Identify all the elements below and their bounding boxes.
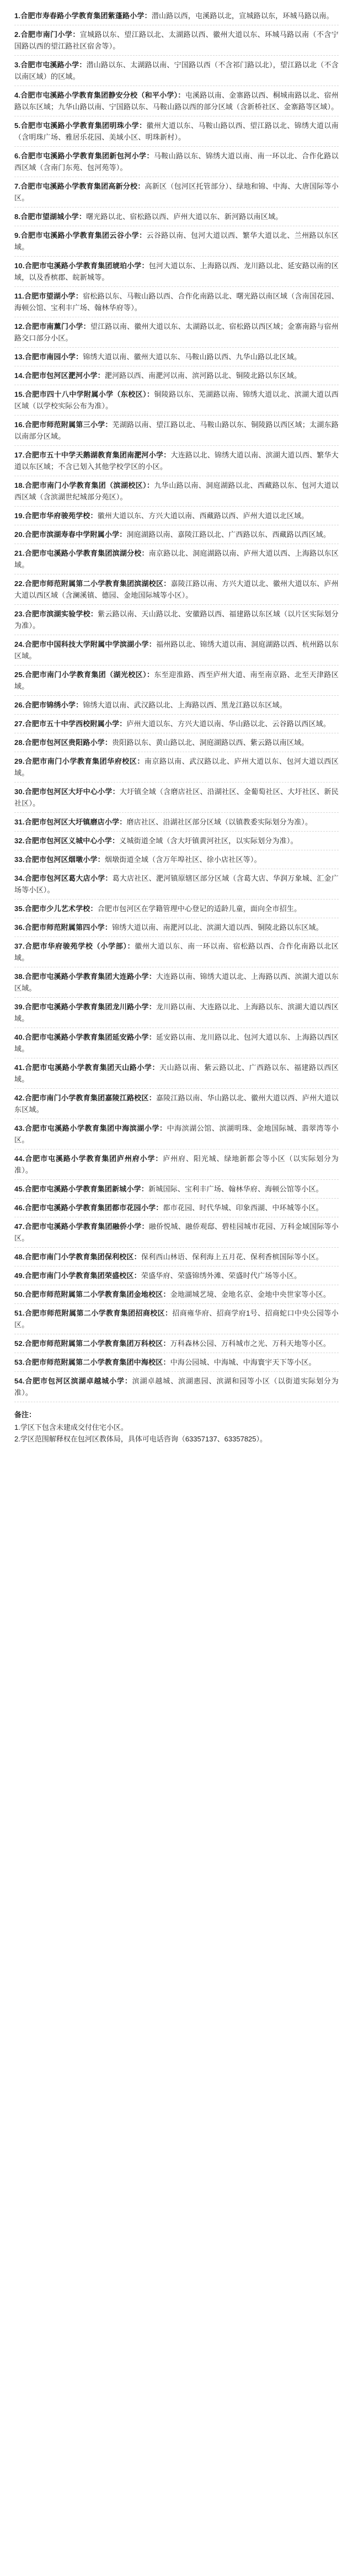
entry-school-name: 合肥市四十八中学附属小学（东校区）： xyxy=(24,390,154,398)
entry-divider xyxy=(14,936,339,937)
district-entry xyxy=(14,260,339,290)
district-entry xyxy=(14,854,339,872)
entry-school-name: 合肥市师范附属第二小学教育集团万科校区： xyxy=(24,1339,170,1348)
entry-number: 50. xyxy=(14,1290,25,1298)
entry-boundary-text: 保利西山林语、保利海上五月花、保利香槟国际等小区。 xyxy=(141,1253,323,1261)
entry-boundary-text: 龙川路以南、大连路以北、上海路以东、滨湖大道以西区域。 xyxy=(14,1003,339,1023)
district-entry xyxy=(14,1270,339,1289)
entry-school-name: 合肥市屯溪路小学教育集团庐州府小学： xyxy=(24,1154,163,1163)
entry-school-name: 合肥市师范附属第三小学： xyxy=(24,421,113,429)
entry-school-name: 合肥市师范附属第二小学教育集团金地校区： xyxy=(24,1290,170,1298)
entry-school-name: 合肥市屯溪路小学教育集团大连路小学： xyxy=(24,972,157,981)
entry-number: 14. xyxy=(14,371,25,380)
entry-number: 34. xyxy=(14,874,25,882)
entry-school-name: 合肥市南门小学教育集团荣盛校区： xyxy=(24,1271,141,1280)
entry-school-name: 合肥市五十中学西校附属小学： xyxy=(24,720,127,728)
entry-boundary-text: 徽州大道以东、南一环以南、宿松路以西、合作化南路以北区域。 xyxy=(14,942,339,962)
entry-number: 22. xyxy=(14,579,25,588)
district-entry xyxy=(14,1251,339,1270)
district-entry xyxy=(14,351,339,370)
entry-number: 7. xyxy=(14,182,21,190)
entry-number: 39. xyxy=(14,1003,25,1011)
entry-number: 3. xyxy=(14,61,21,69)
entry-number: 44. xyxy=(14,1154,25,1163)
entry-divider xyxy=(14,286,339,287)
entry-school-name: 合肥市包河区大圩中心小学： xyxy=(24,787,120,796)
entry-school-name: 合肥市屯溪路小学教育集团新城小学： xyxy=(24,1185,149,1193)
entry-boundary-text: 都市花园、时代华城、印象西湖、中环城等小区。 xyxy=(163,1204,323,1212)
district-entry xyxy=(14,321,339,351)
entry-school-name: 合肥市中国科技大学附属中学滨湖小学： xyxy=(24,640,157,648)
entry-number: 52. xyxy=(14,1339,25,1348)
district-entry xyxy=(14,922,339,940)
district-entry xyxy=(14,755,339,786)
district-entry xyxy=(14,180,339,211)
district-entry xyxy=(14,718,339,737)
entry-number: 5. xyxy=(14,121,21,130)
entry-school-name: 合肥市屯溪路小学教育集团云谷小学： xyxy=(20,231,147,239)
entry-boundary-text: 徽州大道以东、方兴大道以南、西藏路以西、庐州大道以北区域。 xyxy=(97,512,309,520)
entry-number: 30. xyxy=(14,787,25,796)
entry-school-name: 合肥市滨湖实验学校： xyxy=(24,610,98,618)
entry-school-name: 合肥市屯溪路小学教育集团延安路小学： xyxy=(24,1033,157,1041)
entry-school-name: 合肥市南门小学教育集团（湖光校区）： xyxy=(24,670,154,679)
entry-school-name: 合肥市屯溪路小学教育集团新包河小学： xyxy=(20,152,154,160)
entry-school-name: 合肥市包河区葛大店小学： xyxy=(24,874,113,882)
district-entry xyxy=(14,547,339,578)
entry-number: 36. xyxy=(14,923,25,932)
entry-boundary-text: 淝河路以西、南淝河以南、滨河路以北、铜陵北路以东区域。 xyxy=(104,371,302,380)
entry-divider xyxy=(14,831,339,832)
entry-school-name: 合肥市包河区滨湖卓越城小学： xyxy=(24,1377,132,1385)
district-entry xyxy=(14,699,339,718)
entry-number: 9. xyxy=(14,231,21,239)
entry-divider xyxy=(14,665,339,666)
entry-school-name: 合肥市包河区淝河小学： xyxy=(24,371,105,380)
district-entry xyxy=(14,1221,339,1251)
entry-boundary-text: 马鞍山路以东、锦绣大道以南、南一环以北、合作化路以西区域（含南门东苑、包河苑等）。 xyxy=(14,152,339,172)
entry-school-name: 合肥市屯溪路小学教育集团静安分校（和平小学）： xyxy=(20,91,185,99)
entry-number: 15. xyxy=(14,390,25,398)
entry-school-name: 合肥市南门小学： xyxy=(20,30,80,39)
district-entry xyxy=(14,370,339,388)
district-entry xyxy=(14,150,339,180)
entry-school-name: 合肥市少儿艺术学校： xyxy=(24,904,98,913)
entry-boundary-text: 义城街道全域（含大圩镇黄河社区，以实际划分为准）。 xyxy=(119,837,298,845)
entry-boundary-text: 金地湖城艺境、金地名京、金地中央世家等小区。 xyxy=(170,1290,331,1298)
entry-boundary-text: 曙光路以北、宿松路以西、庐州大道以东、新河路以南区域。 xyxy=(86,212,283,221)
entry-school-name: 合肥市包河区烟墩小学： xyxy=(24,855,105,864)
district-entry xyxy=(14,211,339,230)
entry-number: 35. xyxy=(14,904,25,913)
entry-number: 24. xyxy=(14,640,25,648)
entry-school-name: 合肥市屯溪路小学教育集团天山路小学： xyxy=(24,1063,160,1072)
notes-section xyxy=(14,1409,339,1445)
district-entry xyxy=(14,1289,339,1307)
entry-divider xyxy=(14,146,339,147)
entry-school-name: 合肥市屯溪路小学教育集团明珠小学： xyxy=(20,121,147,130)
entry-boundary-text: 嘉陵江路以南、华山路以北、徽州大道以西、庐州大道以东区域。 xyxy=(14,1094,339,1114)
entry-school-name: 合肥市包河区贵阳路小学： xyxy=(24,738,113,747)
district-entry xyxy=(14,419,339,449)
district-entry xyxy=(14,1375,339,1406)
district-entry xyxy=(14,1153,339,1183)
district-entry xyxy=(14,1356,339,1375)
entry-number: 54. xyxy=(14,1377,25,1385)
district-entry xyxy=(14,89,339,120)
entry-boundary-text: 烟墩街道全域（含万年埠社区、徐小店社区等）。 xyxy=(104,855,261,864)
district-entry xyxy=(14,290,339,321)
entry-boundary-text: 南京路以南、武汉路以北、庐州大道以东、包河大道以西区域。 xyxy=(14,757,339,777)
entry-boundary-text: 福州路以北、锦绣大道以南、洞庭湖路以西、杭州路以东区域。 xyxy=(14,640,339,660)
entry-school-name: 合肥市屯溪路小学教育集团高新分校： xyxy=(20,182,145,190)
entry-divider xyxy=(14,604,339,605)
entry-number: 29. xyxy=(14,757,25,765)
entry-boundary-text: 合肥市包河区在学籍管理中心登记的适龄儿童，面向全市招生。 xyxy=(97,904,302,913)
entry-number: 2. xyxy=(14,30,21,39)
entry-number: 21. xyxy=(14,549,25,557)
entry-school-name: 合肥市华府骏苑学校（小学部）： xyxy=(24,942,135,950)
district-entry xyxy=(14,940,339,971)
district-entry xyxy=(14,816,339,835)
district-entry xyxy=(14,388,339,419)
entry-school-name: 合肥市滨湖寿春中学附属小学： xyxy=(24,530,127,539)
entry-number: 31. xyxy=(14,818,25,826)
entry-divider xyxy=(14,256,339,257)
district-entry xyxy=(14,1183,339,1202)
entry-school-name: 合肥市五十中学天鹅湖教育集团南淝河小学： xyxy=(24,451,171,459)
district-entry xyxy=(14,578,339,608)
district-entry xyxy=(14,971,339,1001)
entry-boundary-text: 九华山路以南、洞庭湖路以北、西藏路以东、包河大道以西区域（含滨湖世纪城部分苑区）。 xyxy=(14,481,339,501)
district-entry xyxy=(14,449,339,480)
district-entry xyxy=(14,59,339,89)
entry-divider xyxy=(14,506,339,507)
entry-boundary-text: 荣盛华府、荣盛锦绣外滩、荣盛时代广场等小区。 xyxy=(141,1271,302,1280)
entry-school-name: 合肥市南门小学教育集团华府校区： xyxy=(24,757,145,765)
entry-number: 53. xyxy=(14,1358,25,1366)
entry-school-name: 合肥市南薰门小学： xyxy=(24,322,90,331)
entry-number: 40. xyxy=(14,1033,25,1041)
district-entry xyxy=(14,1307,339,1338)
entry-divider xyxy=(14,1371,339,1372)
entry-school-name: 合肥市南门小学教育集团保利校区： xyxy=(24,1253,141,1261)
district-entry xyxy=(14,835,339,854)
entry-school-name: 合肥市屯溪路小学教育集团龙川路小学： xyxy=(24,1003,157,1011)
entry-boundary-text: 大连路以北、锦绣大道以南、滨湖大道以西、繁华大道以东区域；不含已划入其他学校学区的小区。 xyxy=(14,451,339,471)
entry-number: 8. xyxy=(14,212,21,221)
district-entry xyxy=(14,1202,339,1221)
district-entry xyxy=(14,737,339,755)
district-entry xyxy=(14,510,339,529)
district-entry xyxy=(14,669,339,699)
entry-school-name: 合肥市锦绣小学： xyxy=(24,701,83,709)
entry-number: 41. xyxy=(14,1063,25,1072)
entry-number: 11. xyxy=(14,292,24,300)
entry-number: 6. xyxy=(14,152,21,160)
entry-number: 17. xyxy=(14,451,25,459)
note-line-2: 2.学区范围解释权在包河区教体局，具体可电话咨询（63357137、63357825）。 xyxy=(14,1435,268,1443)
entry-divider xyxy=(14,997,339,998)
entry-school-name: 合肥市屯溪路小学： xyxy=(20,61,87,69)
notes-title: 备注： xyxy=(14,1411,36,1419)
entry-boundary-text: 望江路以南、徽州大道以东、太湖路以北、宿松路以西区域；金寨南路与宿州路交口部分小区。 xyxy=(14,322,339,342)
entry-school-name: 合肥市师范附属第二小学教育集团中海校区： xyxy=(24,1358,170,1366)
entry-number: 10. xyxy=(14,262,25,270)
entry-boundary-text: 融侨悦城、融侨观邸、碧桂园城市花园、万科金域国际等小区。 xyxy=(14,1222,339,1242)
entry-boundary-text: 延安路以南、龙川路以北、包河大道以东、上海路以西区域。 xyxy=(14,1033,339,1053)
entry-boundary-text: 洞庭湖路以南、嘉陵江路以北、广西路以东、西藏路以西区域。 xyxy=(126,530,331,539)
entry-boundary-text: 潜山路以东、太湖路以南、宁国路以西（不含祁门路以北），望江路以北（不含以南区域）的区域。 xyxy=(14,61,339,81)
entry-boundary-text: 天山路以南、紫云路以北、广西路以东、福建路以西区域。 xyxy=(14,1063,339,1083)
entry-boundary-text: 潜山路以西，屯溪路以北，宣城路以东，环城马路以南。 xyxy=(151,12,334,20)
entry-number: 28. xyxy=(14,738,25,747)
entry-boundary-text: 中海滨湖公馆、滨湖明珠、金地国际城、翡翠湾等小区。 xyxy=(14,1124,339,1144)
district-entry xyxy=(14,10,339,29)
entry-number: 42. xyxy=(14,1094,25,1102)
entry-number: 45. xyxy=(14,1185,25,1193)
entry-school-name: 合肥市师范附属第二小学教育集团招商校区： xyxy=(24,1309,173,1317)
entry-boundary-text: 滨湖卓越城、滨湖惠园、滨湖和园等小区（以街道实际划分为准）。 xyxy=(14,1377,339,1397)
entry-number: 25. xyxy=(14,670,25,679)
entry-divider xyxy=(14,1247,339,1248)
entry-number: 33. xyxy=(14,855,25,864)
district-entry xyxy=(14,608,339,638)
district-entry xyxy=(14,1031,339,1062)
district-entry xyxy=(14,29,339,59)
entry-boundary-text: 芜湖路以南、望江路以北、马鞍山路以东、铜陵路以西区域；太湖东路以南部分区域。 xyxy=(14,421,339,440)
entry-boundary-text: 云谷路以南、包河大道以西、繁华大道以北、兰州路以东区域。 xyxy=(14,231,339,251)
entry-number: 48. xyxy=(14,1253,25,1261)
entry-boundary-text: 铜陵路以东、芜湖路以南、锦绣大道以北、滨湖大道以西区域（以学校实际公布为准）。 xyxy=(14,390,339,410)
note-line-1: 1.学区下包含未建成交付住宅小区。 xyxy=(14,1423,128,1431)
entry-divider xyxy=(14,1088,339,1089)
entry-number: 43. xyxy=(14,1124,25,1132)
entry-divider xyxy=(14,445,339,446)
entry-number: 18. xyxy=(14,481,25,489)
entry-boundary-text: 新城国际、宝利丰广场、翰林华府、海顿公馆等小区。 xyxy=(148,1185,323,1193)
entry-divider xyxy=(14,1179,339,1180)
entry-number: 1. xyxy=(14,12,21,20)
entry-boundary-text: 南京路以北、洞庭湖路以南、庐州大道以西、上海路以东区域。 xyxy=(14,549,339,569)
entry-school-name: 合肥市望湖城小学： xyxy=(20,212,87,221)
entry-number: 32. xyxy=(14,837,25,845)
entry-boundary-text: 招商雍华府、招商学府1号、招商蛇口中央公园等小区。 xyxy=(14,1309,339,1329)
entry-number: 20. xyxy=(14,530,25,539)
entry-boundary-text: 大圩镇全域（含磨店社区、沿湖社区、金葡萄社区、大圩社区、新民社区）。 xyxy=(14,787,339,807)
entry-number: 49. xyxy=(14,1271,25,1280)
district-entry xyxy=(14,903,339,922)
entry-boundary-text: 锦绣大道以南、徽州大道以东、马鞍山路以西、九华山路以北区域。 xyxy=(83,353,302,361)
district-entry xyxy=(14,230,339,260)
district-entry xyxy=(14,786,339,816)
school-district-list xyxy=(14,10,339,1406)
entry-school-name: 合肥市屯溪路小学教育集团滨湖分校： xyxy=(24,549,149,557)
entry-boundary-text: 葛大店社区、淝河镇原辖区部分区域（含葛大店、华润万象城、汇金广场等小区）。 xyxy=(14,874,339,894)
entry-school-name: 合肥市望湖小学： xyxy=(24,292,83,300)
district-entry xyxy=(14,1062,339,1092)
entry-boundary-text: 锦绣大道以南、南淝河以北、滨湖大道以西、铜陵北路以东区域。 xyxy=(112,923,323,932)
entry-number: 23. xyxy=(14,610,25,618)
entry-school-name: 合肥市寿春路小学教育集团紫蓬路小学： xyxy=(20,12,152,20)
entry-school-name: 合肥市师范附属第四小学： xyxy=(24,923,113,932)
entry-school-name: 合肥市南门小学教育集团嘉陵江路校区： xyxy=(24,1094,157,1102)
entry-boundary-text: 贵阳路以东、黄山路以北、洞庭湖路以西、紫云路以南区域。 xyxy=(112,738,309,747)
entry-divider xyxy=(14,899,339,900)
entry-boundary-text: 万科森林公园、万科城市之光、万科天地等小区。 xyxy=(170,1339,331,1348)
entry-school-name: 合肥市屯溪路小学教育集团都市花园小学： xyxy=(24,1204,163,1212)
entry-boundary-text: 东至迎淮路、西至庐州大道、南至南京路、北至天津路区域。 xyxy=(14,670,339,690)
entry-number: 38. xyxy=(14,972,25,981)
entry-boundary-text: 庐州府、阳光城、绿地新都会等小区（以实际划分为准）。 xyxy=(14,1154,339,1174)
entry-boundary-text: 屯溪路以南、金寨路以西、桐城南路以北、宿州路以东区域；九华山路以南、宁国路以东、马鞍山路以西的部分区域（含新桥社区、金寨路等区域）。 xyxy=(14,91,339,111)
entry-number: 51. xyxy=(14,1309,25,1317)
entry-boundary-text: 庐州大道以东、方兴大道以南、华山路以北、云谷路以西区域。 xyxy=(126,720,331,728)
entry-school-name: 合肥市南园小学： xyxy=(24,353,83,361)
entry-number: 13. xyxy=(14,353,25,361)
entry-school-name: 合肥市屯溪路小学教育集团融侨小学： xyxy=(24,1222,149,1231)
entry-boundary-text: 高新区（包河区托管部分）、绿地和锦、中海、大唐国际等小区。 xyxy=(14,182,339,202)
entry-divider xyxy=(14,1303,339,1304)
district-entry xyxy=(14,1122,339,1153)
entry-school-name: 合肥市屯溪路小学教育集团琥珀小学： xyxy=(24,262,149,270)
entry-number: 4. xyxy=(14,91,21,99)
entry-school-name: 合肥市师范附属第二小学教育集团滨湖校区： xyxy=(24,579,171,588)
entry-number: 47. xyxy=(14,1222,25,1231)
entry-number: 12. xyxy=(14,322,25,331)
district-entry xyxy=(14,529,339,547)
entry-school-name: 合肥市包河区大圩镇磨店小学： xyxy=(24,818,127,826)
entry-divider xyxy=(14,695,339,696)
district-entry xyxy=(14,480,339,510)
entry-number: 19. xyxy=(14,512,25,520)
district-entry xyxy=(14,1092,339,1122)
entry-boundary-text: 宿松路以东、马鞍山路以西、合作化南路以北、曙光路以南区域（含南国花园、海顿公馆、宝利丰广场、翰林华府等）。 xyxy=(14,292,339,312)
entry-number: 46. xyxy=(14,1204,25,1212)
entry-divider xyxy=(14,347,339,348)
entry-school-name: 合肥市南门小学教育集团（滨湖校区）： xyxy=(24,481,154,489)
district-entry xyxy=(14,1338,339,1356)
entry-boundary-text: 锦绣大道以南、武汉路以北、上海路以西、黑龙江路以东区域。 xyxy=(83,701,287,709)
entry-boundary-text: 包河大道以东、上海路以西、龙川路以北、延安路以南的区域，以及香槟郡、皖新城等。 xyxy=(14,262,339,281)
entry-divider xyxy=(14,1198,339,1199)
district-entry xyxy=(14,120,339,150)
entry-number: 26. xyxy=(14,701,25,709)
entry-divider xyxy=(14,782,339,783)
entry-boundary-text: 磨店社区、沿湖社区部分区域（以镇教委实际划分为准）。 xyxy=(126,818,313,826)
entry-boundary-text: 紫云路以南、天山路以北、安徽路以西、福建路以东区域（以片区实际划分为准）。 xyxy=(14,610,339,630)
entry-number: 27. xyxy=(14,720,25,728)
district-entry xyxy=(14,638,339,669)
entry-school-name: 合肥市华府骏苑学校： xyxy=(24,512,98,520)
entry-boundary-text: 徽州大道以东、马鞍山路以西、望江路以北、锦绣大道以南（含明珠广场、雅居乐花园、美域小区、明珠新村）。 xyxy=(14,121,339,141)
entry-number: 37. xyxy=(14,942,25,950)
district-entry xyxy=(14,1001,339,1031)
entry-divider xyxy=(14,415,339,416)
district-entry xyxy=(14,872,339,903)
entry-boundary-text: 宣城路以东、望江路以北、太湖路以西、徽州大道以东、环城马路以南（不含宁国路以西的望江路社区宿舍等）。 xyxy=(14,30,339,50)
entry-divider xyxy=(14,55,339,56)
entry-boundary-text: 大连路以南、锦绣大道以北、上海路以西、滨湖大道以东区域。 xyxy=(14,972,339,992)
entry-number: 16. xyxy=(14,421,25,429)
entry-boundary-text: 嘉陵江路以南、方兴大道以北、徽州大道以东、庐州大道以西区域（含澜溪镇、德园、金地国际城等小区）。 xyxy=(14,579,339,599)
entry-divider xyxy=(14,714,339,715)
entry-school-name: 合肥市包河区义城中心小学： xyxy=(24,837,120,845)
entry-divider xyxy=(14,812,339,813)
entry-school-name: 合肥市屯溪路小学教育集团中海滨湖小学： xyxy=(24,1124,167,1132)
entry-boundary-text: 中海公园城、中海城、中海寰宇天下等小区。 xyxy=(170,1358,316,1366)
